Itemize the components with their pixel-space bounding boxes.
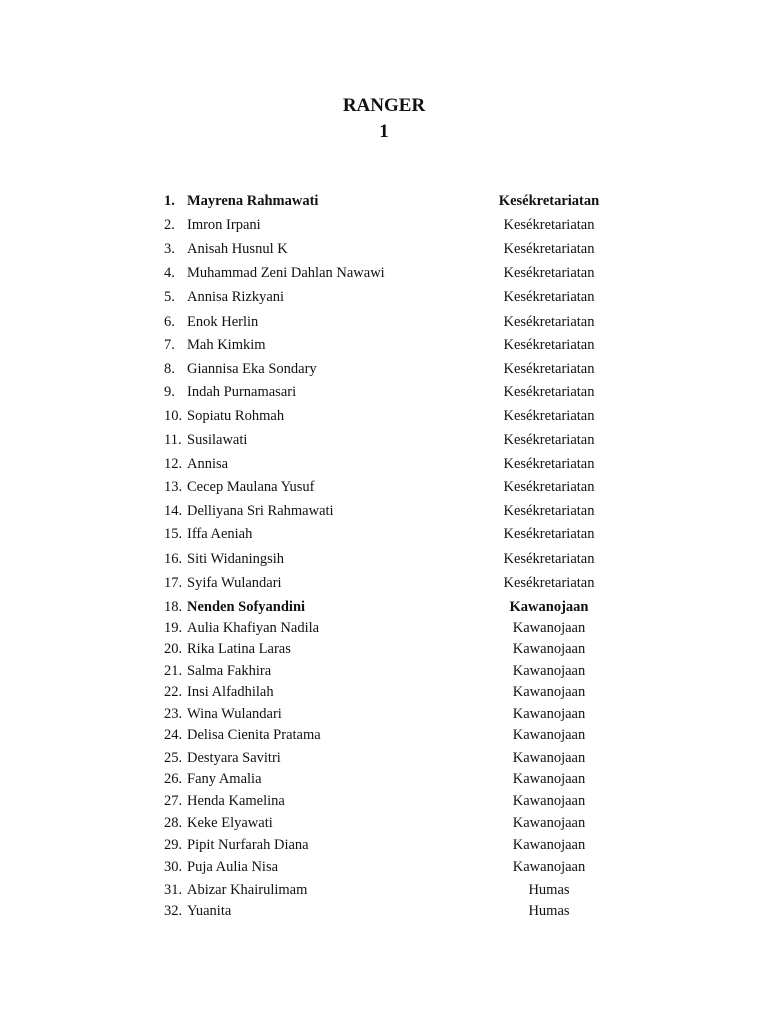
list-item (0, 790, 768, 812)
list-item (0, 476, 768, 498)
member-name: Salma Fakhira (187, 663, 272, 679)
item-number: 3. (164, 241, 175, 257)
item-number: 29. (164, 837, 183, 853)
member-division: Kawanojaan (512, 771, 586, 787)
list-item (0, 453, 768, 475)
list-item (0, 405, 768, 427)
member-division: Kawanojaan (509, 599, 589, 615)
member-name: Muhammad Zeni Dahlan Nawawi (187, 265, 385, 281)
member-name: Anisah Husnul K (187, 241, 288, 257)
member-division: Kawanojaan (512, 706, 586, 722)
item-number: 1. (164, 193, 175, 209)
item-number: 30. (164, 859, 183, 875)
member-division: Kesékretariatan (503, 241, 595, 257)
item-number: 19. (164, 620, 183, 636)
member-name: Rika Latina Laras (187, 641, 291, 657)
item-number: 14. (164, 503, 183, 519)
list-item (0, 660, 768, 682)
member-name: Annisa (187, 456, 229, 472)
list-item (0, 238, 768, 260)
member-name: Abizar Khairulimam (187, 882, 308, 898)
page-title: RANGER (342, 95, 426, 116)
member-name: Keke Elyawati (187, 815, 273, 831)
member-division: Kawanojaan (512, 663, 586, 679)
item-number: 20. (164, 641, 183, 657)
list-item (0, 523, 768, 545)
list-item (0, 681, 768, 703)
member-division: Kesékretariatan (503, 384, 595, 400)
member-name: Aulia Khafiyan Nadila (187, 620, 320, 636)
member-division: Kesékretariatan (503, 575, 595, 591)
list-item (0, 429, 768, 451)
member-division: Kesékretariatan (503, 314, 595, 330)
member-name: Yuanita (187, 903, 232, 919)
item-number: 32. (164, 903, 183, 919)
list-item (0, 768, 768, 790)
item-number: 26. (164, 771, 183, 787)
member-division: Kawanojaan (512, 815, 586, 831)
member-division: Kesékretariatan (503, 551, 595, 567)
item-number: 13. (164, 479, 183, 495)
member-division: Kesékretariatan (503, 432, 595, 448)
member-name: Indah Purnamasari (187, 384, 297, 400)
member-division: Kesékretariatan (503, 479, 595, 495)
member-division: Kawanojaan (512, 727, 586, 743)
list-item (0, 334, 768, 356)
member-name: Susilawati (187, 432, 248, 448)
member-name: Pipit Nurfarah Diana (187, 837, 309, 853)
member-name: Puja Aulia Nisa (187, 859, 279, 875)
member-name: Sopiatu Rohmah (187, 408, 285, 424)
member-division: Kawanojaan (512, 859, 586, 875)
list-item (0, 262, 768, 284)
member-name: Cecep Maulana Yusuf (187, 479, 315, 495)
item-number: 22. (164, 684, 183, 700)
list-item (0, 500, 768, 522)
member-name: Fany Amalia (187, 771, 262, 787)
member-name: Iffa Aeniah (187, 526, 253, 542)
list-item (0, 286, 768, 308)
list-item (0, 747, 768, 769)
item-number: 11. (164, 432, 182, 448)
list-item (0, 900, 768, 922)
member-division: Kesékretariatan (503, 456, 595, 472)
member-division: Kesékretariatan (503, 217, 595, 233)
member-division: Kawanojaan (512, 620, 586, 636)
member-name: Delisa Cienita Pratama (187, 727, 321, 743)
item-number: 6. (164, 314, 175, 330)
list-item (0, 358, 768, 380)
member-division: Humas (528, 882, 570, 898)
page-subtitle-number: 1 (379, 121, 389, 142)
list-item (0, 617, 768, 639)
item-number: 27. (164, 793, 183, 809)
item-number: 28. (164, 815, 183, 831)
member-name: Syifa Wulandari (187, 575, 282, 591)
list-item (0, 638, 768, 660)
member-division: Kesékretariatan (503, 526, 595, 542)
list-item (0, 311, 768, 333)
list-item (0, 596, 768, 618)
item-number: 25. (164, 750, 183, 766)
item-number: 9. (164, 384, 175, 400)
member-name: Annisa Rizkyani (187, 289, 285, 305)
member-division: Kawanojaan (512, 750, 586, 766)
list-item (0, 214, 768, 236)
item-number: 8. (164, 361, 175, 377)
item-number: 4. (164, 265, 175, 281)
member-division: Kesékretariatan (503, 337, 595, 353)
member-name: Mah Kimkim (187, 337, 266, 353)
member-division: Kawanojaan (512, 837, 586, 853)
list-item (0, 724, 768, 746)
item-number: 7. (164, 337, 175, 353)
item-number: 31. (164, 882, 183, 898)
item-number: 10. (164, 408, 183, 424)
list-item (0, 834, 768, 856)
member-name: Mayrena Rahmawati (187, 193, 319, 209)
member-name: Giannisa Eka Sondary (187, 361, 317, 377)
member-division: Kesékretariatan (503, 289, 595, 305)
item-number: 15. (164, 526, 183, 542)
member-division: Kesékretariatan (503, 361, 595, 377)
member-name: Nenden Sofyandini (187, 599, 306, 615)
list-item (0, 812, 768, 834)
member-division: Kawanojaan (512, 793, 586, 809)
item-number: 17. (164, 575, 183, 591)
list-item (0, 381, 768, 403)
member-name: Wina Wulandari (187, 706, 282, 722)
member-name: Imron Irpani (187, 217, 261, 233)
member-division: Kesékretariatan (498, 193, 600, 209)
member-name: Enok Herlin (187, 314, 259, 330)
item-number: 21. (164, 663, 183, 679)
list-item (0, 572, 768, 594)
list-item (0, 703, 768, 725)
list-item (0, 190, 768, 212)
member-division: Kawanojaan (512, 684, 586, 700)
member-name: Delliyana Sri Rahmawati (187, 503, 334, 519)
item-number: 23. (164, 706, 183, 722)
member-name: Siti Widaningsih (187, 551, 285, 567)
item-number: 5. (164, 289, 175, 305)
member-division: Kawanojaan (512, 641, 586, 657)
item-number: 18. (164, 599, 183, 615)
list-item (0, 879, 768, 901)
member-division: Humas (528, 903, 570, 919)
item-number: 2. (164, 217, 175, 233)
item-number: 24. (164, 727, 183, 743)
member-name: Henda Kamelina (187, 793, 285, 809)
member-division: Kesékretariatan (503, 503, 595, 519)
member-name: Destyara Savitri (187, 750, 281, 766)
member-division: Kesékretariatan (503, 408, 595, 424)
item-number: 16. (164, 551, 183, 567)
member-division: Kesékretariatan (503, 265, 595, 281)
list-item (0, 548, 768, 570)
item-number: 12. (164, 456, 183, 472)
member-name: Insi Alfadhilah (187, 684, 274, 700)
list-item (0, 856, 768, 878)
